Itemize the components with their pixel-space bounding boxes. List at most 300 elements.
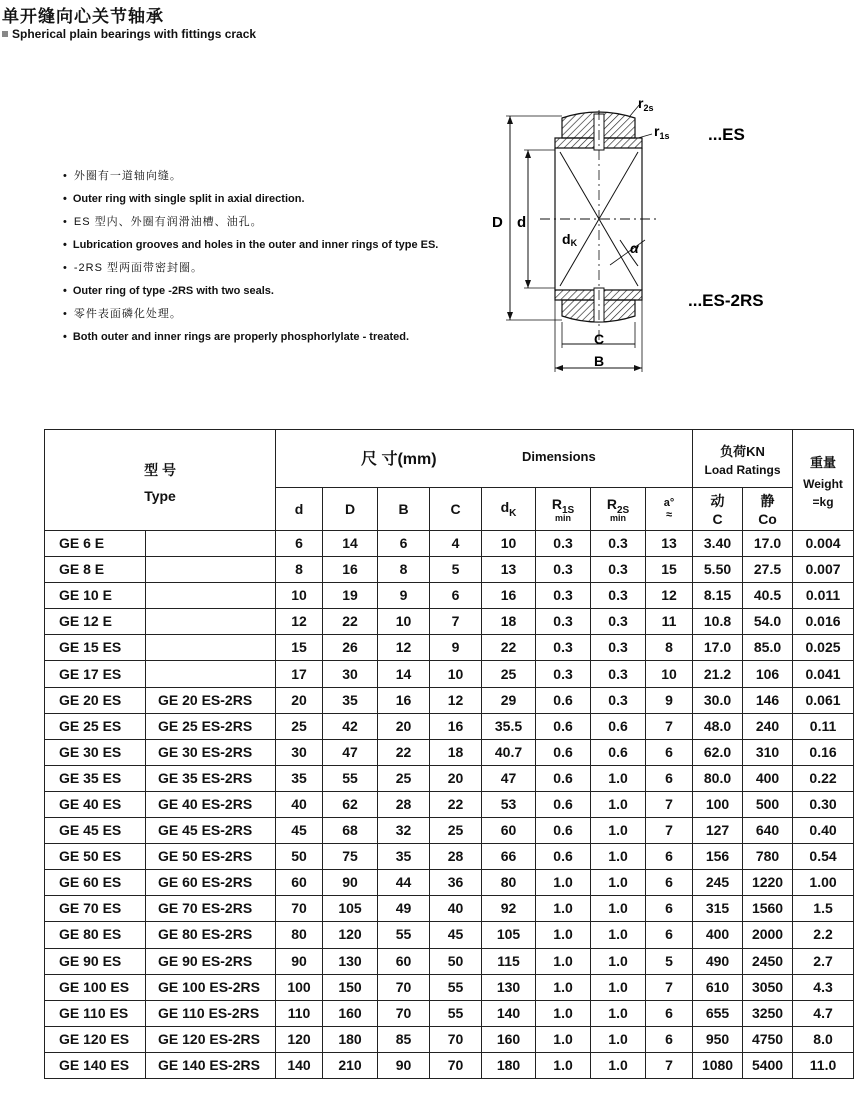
table-cell: 35 <box>323 687 378 713</box>
table-cell: 50 <box>276 844 323 870</box>
table-cell: GE 70 ES-2RS <box>146 896 276 922</box>
label-B: B <box>594 353 605 369</box>
table-cell: GE 100 ES-2RS <box>146 974 276 1000</box>
page-title-en-text: Spherical plain bearings with fittings crack <box>12 27 257 41</box>
table-cell: 49 <box>378 896 430 922</box>
table-row <box>45 1052 854 1078</box>
table-cell: 6 <box>378 531 430 557</box>
table-cell: 6 <box>646 922 693 948</box>
table-cell: 30 <box>323 661 378 687</box>
table-cell: 160 <box>323 1000 378 1026</box>
table-cell: 18 <box>482 609 536 635</box>
col-r1s: $R_{1S}$ min <box>536 488 591 531</box>
table-row <box>45 791 854 817</box>
col-dk: $d_K$ <box>482 488 536 531</box>
table-cell: 1.0 <box>591 1026 646 1052</box>
table-cell: 10 <box>646 661 693 687</box>
table-cell: 55 <box>430 974 482 1000</box>
table-cell: 0.40 <box>793 818 854 844</box>
table-cell: 6 <box>646 739 693 765</box>
table-cell: 40 <box>276 791 323 817</box>
table-cell: 0.3 <box>536 557 591 583</box>
table-cell: 1.0 <box>536 1000 591 1026</box>
table-cell: 0.004 <box>793 531 854 557</box>
table-cell: GE 30 ES <box>45 739 146 765</box>
table-cell: 42 <box>323 713 378 739</box>
table-cell: 62 <box>323 791 378 817</box>
table-cell: 2.7 <box>793 948 854 974</box>
table-cell: 40.5 <box>743 583 793 609</box>
table-cell: 90 <box>276 948 323 974</box>
table-row <box>45 713 854 739</box>
table-cell: 60 <box>482 818 536 844</box>
table-cell: 1.0 <box>591 896 646 922</box>
load-header-cn: 负荷KN <box>720 443 765 459</box>
table-cell: 150 <box>323 974 378 1000</box>
table-row <box>45 557 854 583</box>
table-cell: 0.54 <box>793 844 854 870</box>
table-cell: 140 <box>482 1000 536 1026</box>
table-cell: 400 <box>693 922 743 948</box>
col-B: B <box>378 488 430 531</box>
table-cell: 120 <box>276 1026 323 1052</box>
table-cell: GE 80 ES-2RS <box>146 922 276 948</box>
table-cell: 7 <box>646 974 693 1000</box>
table-cell: 12 <box>276 609 323 635</box>
table-row <box>45 818 854 844</box>
table-cell: 29 <box>482 687 536 713</box>
table-cell: 85 <box>378 1026 430 1052</box>
table-cell: GE 140 ES-2RS <box>146 1052 276 1078</box>
table-cell: 0.3 <box>536 661 591 687</box>
table-cell: 3250 <box>743 1000 793 1026</box>
table-cell: GE 90 ES <box>45 948 146 974</box>
table-cell: 20 <box>378 713 430 739</box>
table-cell: 1.0 <box>591 818 646 844</box>
table-cell: 0.6 <box>591 713 646 739</box>
table-cell: 10 <box>378 609 430 635</box>
feature-item: • -2RS 型两面带密封圈。 <box>63 257 438 280</box>
table-cell: 0.6 <box>536 791 591 817</box>
table-cell <box>146 661 276 687</box>
table-cell: 3050 <box>743 974 793 1000</box>
table-cell: 44 <box>378 870 430 896</box>
bearing-spec-table <box>44 429 854 1079</box>
weight-header-unit: =kg <box>812 494 834 509</box>
table-cell: 1.0 <box>536 922 591 948</box>
table-cell: 160 <box>482 1026 536 1052</box>
table-cell: GE 70 ES <box>45 896 146 922</box>
table-cell: 1.0 <box>536 1026 591 1052</box>
label-r2s: $r_{2s}$ <box>638 95 654 113</box>
feature-item: • Lubrication grooves and holes in the outer and inner rings of type ES. <box>63 234 438 257</box>
table-cell: 6 <box>646 1026 693 1052</box>
table-cell: GE 100 ES <box>45 974 146 1000</box>
col-angle: a° ≈ <box>646 488 693 531</box>
table-cell: 0.30 <box>793 791 854 817</box>
feature-item: • Outer ring of type -2RS with two seals. <box>63 280 438 303</box>
table-cell: 0.3 <box>536 635 591 661</box>
table-cell: 115 <box>482 948 536 974</box>
col-static: 静 Co <box>743 488 793 531</box>
table-row <box>45 948 854 974</box>
table-cell: 0.3 <box>591 557 646 583</box>
label-r1s: $r_{1s}$ <box>654 123 670 141</box>
bearing-cross-section-diagram <box>480 90 800 380</box>
table-cell: 30 <box>276 739 323 765</box>
table-cell: 20 <box>276 687 323 713</box>
table-cell: 2000 <box>743 922 793 948</box>
table-cell: 1.0 <box>536 974 591 1000</box>
table-cell: GE 35 ES-2RS <box>146 765 276 791</box>
label-dk: dK <box>562 231 578 248</box>
table-cell: 35 <box>378 844 430 870</box>
table-cell <box>146 531 276 557</box>
col-d: d <box>276 488 323 531</box>
table-cell: 26 <box>323 635 378 661</box>
feature-item: • Both outer and inner rings are properly phosphorlylate - treated. <box>63 326 438 349</box>
table-cell: 1.0 <box>536 1052 591 1078</box>
table-cell: 0.3 <box>591 687 646 713</box>
table-cell: 1.5 <box>793 896 854 922</box>
table-cell: 14 <box>323 531 378 557</box>
table-cell: 315 <box>693 896 743 922</box>
table-cell: GE 20 ES <box>45 687 146 713</box>
table-cell: 1.0 <box>591 791 646 817</box>
feature-item: • ES 型内、外圈有润滑油槽、油孔。 <box>63 211 438 234</box>
feature-item: • 零件表面磷化处理。 <box>63 303 438 326</box>
label-D: D <box>492 214 503 231</box>
table-cell: 19 <box>323 583 378 609</box>
table-cell: GE 8 E <box>45 557 146 583</box>
table-cell: 1.00 <box>793 870 854 896</box>
table-cell: 47 <box>482 765 536 791</box>
table-cell: 28 <box>378 791 430 817</box>
table-cell: GE 110 ES <box>45 1000 146 1026</box>
table-cell: 6 <box>646 765 693 791</box>
table-cell: 0.11 <box>793 713 854 739</box>
table-cell: 6 <box>276 531 323 557</box>
table-cell: 100 <box>276 974 323 1000</box>
table-cell: 55 <box>430 1000 482 1026</box>
table-cell: 950 <box>693 1026 743 1052</box>
table-cell: 17 <box>276 661 323 687</box>
table-cell: 5 <box>430 557 482 583</box>
table-cell: 22 <box>323 609 378 635</box>
type-header <box>45 430 276 531</box>
table-cell: 45 <box>430 922 482 948</box>
table-cell: 6 <box>646 896 693 922</box>
table-cell: 110 <box>276 1000 323 1026</box>
table-row <box>45 844 854 870</box>
table-cell: 655 <box>693 1000 743 1026</box>
table-cell: 0.3 <box>591 609 646 635</box>
table-cell: 9 <box>646 687 693 713</box>
table-cell: 5400 <box>743 1052 793 1078</box>
table-cell: 0.6 <box>536 687 591 713</box>
table-cell: 25 <box>276 713 323 739</box>
table-row <box>45 583 854 609</box>
table-cell: 310 <box>743 739 793 765</box>
table-cell: 6 <box>646 844 693 870</box>
page-title-cn: 单开缝向心关节轴承 <box>2 7 164 27</box>
table-cell: 105 <box>323 896 378 922</box>
table-row <box>45 765 854 791</box>
table-cell: 500 <box>743 791 793 817</box>
table-cell: 0.3 <box>536 531 591 557</box>
table-cell: GE 40 ES <box>45 791 146 817</box>
label-type-es: ...ES <box>708 125 745 144</box>
table-cell: 55 <box>378 922 430 948</box>
table-cell: 50 <box>430 948 482 974</box>
table-cell: GE 50 ES-2RS <box>146 844 276 870</box>
table-cell: 18 <box>430 739 482 765</box>
table-row <box>45 609 854 635</box>
table-cell: 120 <box>323 922 378 948</box>
table-cell: 90 <box>323 870 378 896</box>
table-cell: 1.0 <box>591 1052 646 1078</box>
table-cell: 45 <box>276 818 323 844</box>
table-cell: 17.0 <box>743 531 793 557</box>
table-cell: 70 <box>378 1000 430 1026</box>
table-cell: 7 <box>646 791 693 817</box>
dimensions-header-cn: 尺 寸(mm) <box>361 451 437 468</box>
table-cell: 48.0 <box>693 713 743 739</box>
table-cell: 130 <box>482 974 536 1000</box>
table-cell <box>146 557 276 583</box>
table-cell: 0.3 <box>591 583 646 609</box>
table-cell: GE 20 ES-2RS <box>146 687 276 713</box>
table-cell: 12 <box>378 635 430 661</box>
weight-header <box>793 430 854 531</box>
table-cell: 13 <box>482 557 536 583</box>
table-cell: GE 45 ES-2RS <box>146 818 276 844</box>
table-cell: 490 <box>693 948 743 974</box>
col-D: D <box>323 488 378 531</box>
table-row <box>45 531 854 557</box>
table-cell: 8 <box>646 635 693 661</box>
table-cell: GE 50 ES <box>45 844 146 870</box>
table-cell: 0.3 <box>591 635 646 661</box>
table-cell: 8.0 <box>793 1026 854 1052</box>
table-cell: GE 25 ES <box>45 713 146 739</box>
table-cell: 10 <box>482 531 536 557</box>
table-cell: 6 <box>646 870 693 896</box>
page-title-en <box>2 27 256 41</box>
table-cell: 47 <box>323 739 378 765</box>
table-cell: 36 <box>430 870 482 896</box>
table-cell: 2.2 <box>793 922 854 948</box>
table-cell: 9 <box>430 635 482 661</box>
table-cell: 0.22 <box>793 765 854 791</box>
table-cell: GE 140 ES <box>45 1052 146 1078</box>
table-cell: 92 <box>482 896 536 922</box>
table-cell: 7 <box>430 609 482 635</box>
table-row <box>45 661 854 687</box>
label-C: C <box>594 331 605 347</box>
table-cell: GE 6 E <box>45 531 146 557</box>
table-cell: 8.15 <box>693 583 743 609</box>
table-cell: 180 <box>323 1026 378 1052</box>
load-header <box>693 430 793 488</box>
type-header-cn: 型 号 <box>144 462 176 478</box>
table-cell: 17.0 <box>693 635 743 661</box>
table-cell: 140 <box>276 1052 323 1078</box>
table-cell: 16 <box>430 713 482 739</box>
table-cell: 62.0 <box>693 739 743 765</box>
table-cell: 70 <box>378 974 430 1000</box>
table-cell: 80 <box>482 870 536 896</box>
table-cell: 130 <box>323 948 378 974</box>
table-cell: 105 <box>482 922 536 948</box>
table-cell: 100 <box>693 791 743 817</box>
table-cell: 70 <box>430 1052 482 1078</box>
table-cell: 0.061 <box>793 687 854 713</box>
table-cell: 5.50 <box>693 557 743 583</box>
col-r2s: $R_{2S}$ min <box>591 488 646 531</box>
table-cell: 25 <box>378 765 430 791</box>
table-cell: 0.6 <box>536 765 591 791</box>
table-cell: 12 <box>646 583 693 609</box>
feature-item: • 外圈有一道轴向缝。 <box>63 165 438 188</box>
table-cell: 8 <box>378 557 430 583</box>
table-cell: 1.0 <box>591 1000 646 1026</box>
table-cell: 2450 <box>743 948 793 974</box>
table-cell: 0.025 <box>793 635 854 661</box>
table-cell: 35.5 <box>482 713 536 739</box>
table-cell: 127 <box>693 818 743 844</box>
table-cell: 55 <box>323 765 378 791</box>
table-cell: 0.3 <box>591 661 646 687</box>
table-cell: 35 <box>276 765 323 791</box>
table-cell: GE 60 ES-2RS <box>146 870 276 896</box>
table-row <box>45 896 854 922</box>
table-cell: 0.6 <box>536 713 591 739</box>
dimensions-header <box>276 430 693 488</box>
table-cell: 1.0 <box>536 870 591 896</box>
table-cell: GE 10 E <box>45 583 146 609</box>
table-row <box>45 922 854 948</box>
table-row <box>45 1000 854 1026</box>
table-cell: 240 <box>743 713 793 739</box>
dimensions-header-en: Dimensions <box>522 449 596 464</box>
table-cell: 1.0 <box>536 896 591 922</box>
table-cell: 0.6 <box>591 739 646 765</box>
table-cell: 16 <box>323 557 378 583</box>
table-cell: 32 <box>378 818 430 844</box>
table-cell: 75 <box>323 844 378 870</box>
table-cell: 40.7 <box>482 739 536 765</box>
col-dynamic: 动 C <box>693 488 743 531</box>
table-cell: 80 <box>276 922 323 948</box>
table-cell: 16 <box>378 687 430 713</box>
table-cell: 11.0 <box>793 1052 854 1078</box>
table-cell: 1220 <box>743 870 793 896</box>
table-cell: 1.0 <box>591 870 646 896</box>
table-cell: 1.0 <box>591 765 646 791</box>
table-cell: 106 <box>743 661 793 687</box>
table-cell: GE 120 ES-2RS <box>146 1026 276 1052</box>
table-row <box>45 635 854 661</box>
table-cell: 4.3 <box>793 974 854 1000</box>
table-cell: 6 <box>430 583 482 609</box>
label-type-es-2rs: ...ES-2RS <box>688 291 764 310</box>
table-cell: 53 <box>482 791 536 817</box>
table-cell: 15 <box>276 635 323 661</box>
table-cell: 90 <box>378 1052 430 1078</box>
table-cell <box>146 583 276 609</box>
table-cell: GE 90 ES-2RS <box>146 948 276 974</box>
table-cell: 10 <box>430 661 482 687</box>
table-cell: 70 <box>430 1026 482 1052</box>
table-cell: GE 40 ES-2RS <box>146 791 276 817</box>
table-cell: 22 <box>378 739 430 765</box>
table-row <box>45 739 854 765</box>
weight-header-cn: 重量 <box>810 454 837 470</box>
bullet-square-icon <box>2 31 8 37</box>
table-cell: 60 <box>378 948 430 974</box>
col-C: C <box>430 488 482 531</box>
table-cell: 40 <box>430 896 482 922</box>
table-cell: 1.0 <box>591 922 646 948</box>
table-cell: 7 <box>646 818 693 844</box>
table-cell: 0.6 <box>536 739 591 765</box>
table-cell: 7 <box>646 1052 693 1078</box>
table-cell: 0.16 <box>793 739 854 765</box>
type-header-en: Type <box>144 488 176 504</box>
table-cell <box>146 635 276 661</box>
table-cell: 245 <box>693 870 743 896</box>
table-cell: GE 80 ES <box>45 922 146 948</box>
table-cell: 15 <box>646 557 693 583</box>
table-cell: 9 <box>378 583 430 609</box>
table-cell: 12 <box>430 687 482 713</box>
table-cell: 6 <box>646 1000 693 1026</box>
table-cell: 640 <box>743 818 793 844</box>
table-cell: 16 <box>482 583 536 609</box>
table-cell: 11 <box>646 609 693 635</box>
table-cell: 4 <box>430 531 482 557</box>
table-cell: 22 <box>430 791 482 817</box>
table-cell: 21.2 <box>693 661 743 687</box>
table-cell: 610 <box>693 974 743 1000</box>
table-cell: GE 120 ES <box>45 1026 146 1052</box>
table-cell: 4.7 <box>793 1000 854 1026</box>
table-cell: 7 <box>646 713 693 739</box>
table-cell: GE 15 ES <box>45 635 146 661</box>
table-cell: 0.3 <box>536 609 591 635</box>
table-cell: 1.0 <box>536 948 591 974</box>
table-cell: 68 <box>323 818 378 844</box>
table-cell: 0.041 <box>793 661 854 687</box>
table-cell: 0.3 <box>591 531 646 557</box>
table-cell: 70 <box>276 896 323 922</box>
table-cell: 4750 <box>743 1026 793 1052</box>
table-cell: GE 25 ES-2RS <box>146 713 276 739</box>
table-cell: 8 <box>276 557 323 583</box>
table-cell: 30.0 <box>693 687 743 713</box>
label-d: d <box>517 214 527 231</box>
spec-table-body <box>45 531 854 1079</box>
table-cell: 180 <box>482 1052 536 1078</box>
table-cell: 80.0 <box>693 765 743 791</box>
table-cell: GE 110 ES-2RS <box>146 1000 276 1026</box>
table-cell: 66 <box>482 844 536 870</box>
table-row <box>45 687 854 713</box>
load-header-en: Load Ratings <box>704 462 781 477</box>
table-cell: GE 30 ES-2RS <box>146 739 276 765</box>
table-cell: 10.8 <box>693 609 743 635</box>
